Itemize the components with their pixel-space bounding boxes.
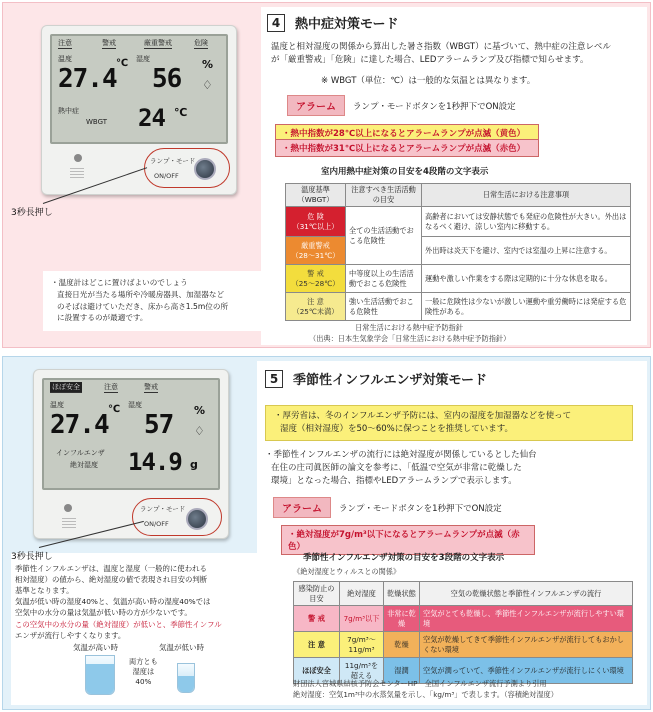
notes-cell: 高齢者においては安静状態でも発症の危険性が大きい。外出はなるべく避け、涼しい室内に移動する。 xyxy=(422,207,631,237)
flu-col-level: 感染防止の目安 xyxy=(294,582,340,606)
abs-cell: 7g/m³以下 xyxy=(340,606,384,632)
cup-low-label: 気温が低い時 xyxy=(159,643,204,652)
cup-mid-line-2: 湿度は xyxy=(132,667,155,677)
table-row xyxy=(294,632,633,658)
on-off-label: ON/OFF xyxy=(144,520,169,528)
lamp-mode-label: ランプ・モード xyxy=(140,505,186,513)
level-caution xyxy=(286,293,346,321)
speaker-grille xyxy=(62,518,76,528)
humidity-unit: % xyxy=(202,58,214,71)
level-warning: 警 戒 xyxy=(294,606,340,632)
sec4-intro-line-2: が「厳重警戒」「危険」に達した場合、LEDアラームランプ及び指標で知らせます。 xyxy=(271,55,589,66)
flu-table-title: 季節性インフルエンザ対策の目安を3段階の文字表示 xyxy=(303,553,505,563)
water-low xyxy=(178,676,194,692)
sec5-body-line-2: 相対湿度）の値から、絶対湿度の値で表現され目安の判断 xyxy=(15,575,208,585)
level-warning xyxy=(286,265,346,293)
table-row xyxy=(286,265,631,293)
notes-cell: 一般に危険性は少ないが激しい運動や重労働時には発症する危険性がある。 xyxy=(422,293,631,321)
cup-mid-line-3: 40% xyxy=(135,677,152,687)
level-range: （25〜28℃） xyxy=(291,278,340,288)
humidity-label: 湿度 xyxy=(128,401,142,409)
sec5-intro-line-1: ・季節性インフルエンザの流行には絶対湿度が関係しているとした仙台 xyxy=(265,450,537,460)
desc-cell: 空気が乾燥してきて季節性インフルエンザが流行してもおかしくない環境 xyxy=(420,632,633,658)
desc-cell: 空気がとても乾燥し、季節性インフルエンザが流行しやすい環境 xyxy=(420,606,633,632)
alarm-red-note: ・熱中指数が31℃以上になるとアラームランプが点滅（赤色） xyxy=(275,139,539,157)
heat-col-notes: 日常生活における注意事項 xyxy=(422,184,631,207)
dry-cell: 湿潤 xyxy=(384,658,420,684)
sec5-body-line-6: この空気中の水分の量（絶対湿度）が低いと、季節性インフル xyxy=(15,619,222,629)
heat-table xyxy=(285,183,631,321)
wbgt-value: 24 xyxy=(138,104,165,132)
wbgt-unit: ℃ xyxy=(174,106,188,119)
lcd-screen xyxy=(50,34,228,144)
sec5-alarm-tag: アラーム xyxy=(273,497,331,518)
press-3s-label: 3秒長押し xyxy=(11,208,53,218)
placement-line-3: のそばは避けていただき、床から高さ1.5m位の所 xyxy=(57,301,229,311)
sec5-heading xyxy=(265,369,487,388)
notes-cell: 運動や激しい作業をする際は定期的に十分な休息を取る。 xyxy=(422,265,631,293)
lamp-mode-button[interactable] xyxy=(194,158,216,180)
press-3s-label: 3秒長押し xyxy=(11,552,53,562)
level-name: 危 険 xyxy=(307,211,324,221)
sec4-alarm-text: ランプ・モードボタンを1秒押下でON設定 xyxy=(353,101,516,112)
lcd-screen xyxy=(42,378,220,490)
water-high xyxy=(86,664,114,694)
activity-cell: 全ての生活活動でおこる危険性 xyxy=(346,207,422,265)
sec5-number: 5 xyxy=(265,370,283,388)
heat-table-title: 室内用熱中症対策の目安を4段階の文字表示 xyxy=(321,167,489,177)
humidity-unit: % xyxy=(194,404,206,417)
button-highlight xyxy=(144,148,230,188)
humidity-value: 56 xyxy=(152,64,182,94)
sec5-body-line-4: 気温が低い時の湿度40%と、気温が高い時の湿度40%では xyxy=(15,597,211,607)
level-severe xyxy=(286,237,346,265)
lamp-mode-label: ランプ・モード xyxy=(150,157,196,165)
level-range: （28〜31℃） xyxy=(291,250,340,260)
level-danger xyxy=(286,207,346,237)
flu-table-footnote xyxy=(293,679,643,701)
speaker-grille xyxy=(70,168,84,178)
heatstroke-section xyxy=(2,2,651,348)
table-row xyxy=(294,606,633,632)
sec4-title: 熱中症対策モード xyxy=(295,17,399,32)
temp-label: 温度 xyxy=(50,401,64,409)
heat-foot-line-2: （出典：日本生気象学会「日常生活における熱中症予防指針） xyxy=(309,333,511,343)
heat-table-header xyxy=(286,184,631,207)
sec4-number: 4 xyxy=(267,14,285,32)
flu-table xyxy=(293,581,633,684)
level-caution: 注 意 xyxy=(294,632,340,658)
table-row xyxy=(286,293,631,321)
table-row xyxy=(286,207,631,237)
alarm-yellow-note: ・熱中指数が28℃以上になるとアラームランプが点滅（黄色） xyxy=(275,124,539,142)
lightbulb-icon: ♢ xyxy=(194,424,205,438)
sec5-title: 季節性インフルエンザ対策モード xyxy=(293,373,487,388)
sec5-body-line-5: 空気中の水分の量は気温が低い時の方が少ないです。 xyxy=(15,608,192,618)
influenza-section xyxy=(2,356,651,710)
thermometer-device xyxy=(33,369,229,539)
desc-cell: 空気が潤っていて、季節性インフルエンザが流行しにくい環境 xyxy=(420,658,633,684)
level-range: （25℃未満） xyxy=(292,306,339,316)
influenza-label: インフルエンザ xyxy=(56,449,105,457)
humidity-value: 57 xyxy=(144,410,174,440)
abs-cell: 11g/m³を超える xyxy=(340,658,384,684)
cup-high-label: 気温が高い時 xyxy=(73,643,118,652)
glass-low-temp xyxy=(177,663,195,693)
level-name: 厳重警戒 xyxy=(301,240,330,250)
cup-mid-line-1: 両方とも xyxy=(129,657,158,666)
lcd-tab-safe: ほぼ安全 xyxy=(52,383,80,391)
placement-line-2: 直接日光が当たる場所や冷暖房器具、加湿器など xyxy=(57,289,225,299)
heat-foot-line-1: 日常生活における熱中症予防指針 xyxy=(355,323,463,332)
lcd-tab-caution: 注意 xyxy=(58,39,72,47)
flu-foot-line-1: 財団法人宮城県結核予防会センターHP 全国インフルエンザ流行予測より引用 xyxy=(293,679,547,688)
glass-high-temp xyxy=(85,655,115,695)
temp-value: 27.4 xyxy=(58,64,117,94)
flu-col-desc: 空気の乾燥状態と季節性インフルエンザの流行 xyxy=(420,582,633,606)
sec5-intro-line-2: 在住の庄司眞医師の論文を参考に、「低温で空気が非常に乾燥した xyxy=(271,463,522,474)
table-row xyxy=(286,237,631,265)
lcd-tab-caution: 注意 xyxy=(104,383,118,391)
sec5-alarm-text: ランプ・モードボタンを1秒押下でON設定 xyxy=(339,503,502,514)
heat-table-footnote xyxy=(309,323,509,345)
sec5-body-line-7: エンザが流行しやすくなります。 xyxy=(15,630,126,640)
sec5-body xyxy=(15,563,261,641)
humidity-label: 湿度 xyxy=(136,55,150,63)
flu-table-subtitle: 《絶対湿度とウィルスとの関係》 xyxy=(293,567,401,576)
sec5-body-line-1: 季節性インフルエンザは、温度と湿度（一般的に使われる xyxy=(15,564,207,573)
sec4-alarm-row xyxy=(287,95,516,116)
activity-cell: 強い生活活動でおこる危険性 xyxy=(346,293,422,321)
lcd-tab-warning: 警戒 xyxy=(144,383,158,391)
sec5-intro xyxy=(265,449,637,489)
sec4-intro xyxy=(271,41,647,67)
dry-cell: 非常に乾燥 xyxy=(384,606,420,632)
sec5-intro-line-3: 環境」となった場合、指標やLEDアラームランプで表示します。 xyxy=(271,476,517,487)
cup-middle-note xyxy=(129,657,158,687)
activity-cell: 中等度以上の生活活動でおこる危険性 xyxy=(346,265,422,293)
sec5-alarm-row xyxy=(273,497,502,518)
sec4-alarm-tag: アラーム xyxy=(287,95,345,116)
abs-humidity-alarm-note: ・絶対湿度が7g/m³以下になるとアラームランプが点滅（赤色） xyxy=(281,525,535,555)
level-name: 警 戒 xyxy=(307,268,324,278)
level-range: （31℃以上） xyxy=(292,221,339,231)
wbgt-note: ※ WBGT（単位：℃）は一般的な気温とは異なります。 xyxy=(321,76,536,86)
temp-unit: ℃ xyxy=(116,58,129,69)
heat-col-wbgt: 温度基準（WBGT） xyxy=(286,184,346,207)
lcd-tab-danger: 危険 xyxy=(194,39,208,47)
sec4-heading xyxy=(267,13,398,32)
mhlw-line-2: 湿度（相対湿度）を50〜60%に保つことを推奨しています。 xyxy=(280,424,514,435)
heat-col-activity: 注意すべき生活活動の目安 xyxy=(346,184,422,207)
led-lamp xyxy=(74,154,82,162)
on-off-label: ON/OFF xyxy=(154,172,179,180)
lightbulb-icon: ♢ xyxy=(202,78,213,92)
flu-col-abs: 絶対湿度 xyxy=(340,582,384,606)
heatstroke-label: 熱中症 xyxy=(58,107,79,115)
mhlw-line-1: ・厚労省は、冬のインフルエンザ予防には、室内の湿度を加湿器などを使って xyxy=(274,411,572,421)
placement-line-4: に設置するのが最適です。 xyxy=(57,313,148,323)
level-name: 注 意 xyxy=(307,296,324,306)
mhlw-box xyxy=(265,405,633,441)
placement-line-1: ・温度計はどこに置けばよいのでしょう xyxy=(51,278,188,287)
dry-cell: 乾燥 xyxy=(384,632,420,658)
abs-humidity-unit: g xyxy=(190,458,198,471)
abs-cell: 7g/m³〜11g/m³ xyxy=(340,632,384,658)
notes-cell: 外出時は炎天下を避け、室内では室温の上昇に注意する。 xyxy=(422,237,631,265)
temp-value: 27.4 xyxy=(50,410,109,440)
lamp-mode-button[interactable] xyxy=(186,508,208,530)
flu-table-header xyxy=(294,582,633,606)
temp-unit: ℃ xyxy=(108,404,121,415)
abs-humidity-value: 14.9 xyxy=(128,448,182,476)
flu-col-dry: 乾燥状態 xyxy=(384,582,420,606)
sec5-body-line-3: 基準となります。 xyxy=(15,586,74,596)
lcd-tab-severe: 厳重警戒 xyxy=(144,39,172,47)
led-lamp xyxy=(64,504,72,512)
level-safe: ほぼ安全 xyxy=(294,658,340,684)
sec4-intro-line-1: 温度と相対湿度の関係から算出した暑さ指数（WBGT）に基づいて、熱中症の注意レベル xyxy=(271,42,611,52)
lcd-tab-warning: 警戒 xyxy=(102,39,116,47)
flu-foot-line-2: 絶対湿度：空気1m³中の水蒸気量を示し、「kg/m³」で表します。（容積絶対湿度） xyxy=(293,689,558,699)
temp-label: 温度 xyxy=(58,55,72,63)
wbgt-label: WBGT xyxy=(86,118,108,126)
placement-note xyxy=(51,277,263,324)
abs-humidity-label: 絶対湿度 xyxy=(70,461,98,469)
